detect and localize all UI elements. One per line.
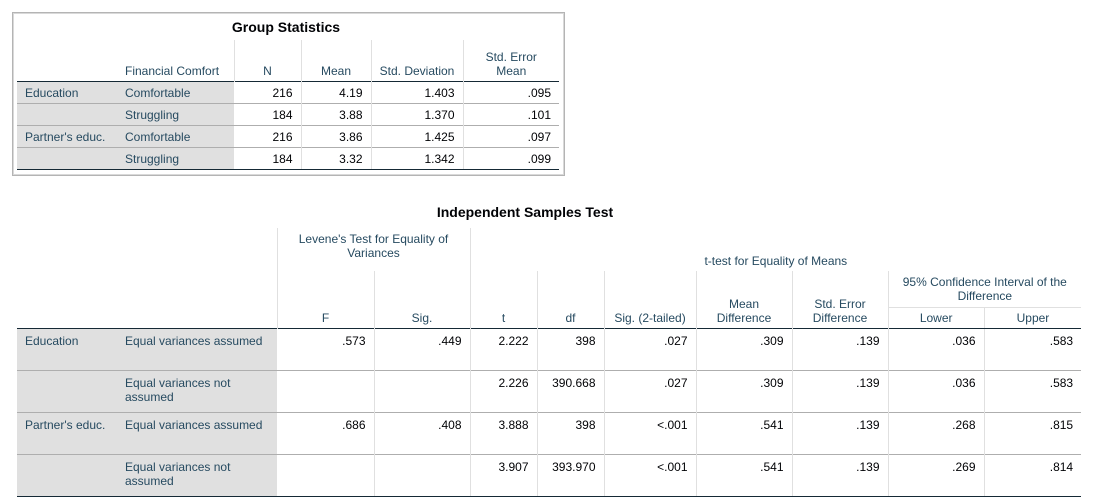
ist-assumption: Equal variances not assumed — [117, 455, 277, 497]
gs-std-err: .095 — [463, 82, 559, 104]
ist-header-ci-group — [888, 271, 1081, 329]
ist-df: 398 — [537, 329, 604, 371]
gs-header-std-dev: Std. Deviation — [371, 40, 463, 82]
gs-header-mean: Mean — [301, 40, 371, 82]
ist-f — [277, 371, 374, 413]
gs-group: Struggling — [117, 148, 234, 170]
ist-df: 398 — [537, 413, 604, 455]
group-statistics-table — [17, 40, 559, 170]
ist-variable — [17, 371, 117, 413]
ist-df: 390.668 — [537, 371, 604, 413]
gs-variable: Education — [17, 82, 117, 104]
ist-sig: .449 — [374, 329, 470, 371]
gs-group: Comfortable — [117, 82, 234, 104]
table-row — [17, 455, 1081, 497]
ist-upper: .815 — [984, 413, 1081, 455]
ist-header-upper: Upper — [984, 308, 1081, 328]
ist-header-sig2: Sig. (2-tailed) — [604, 271, 696, 329]
gs-header-grouping: Financial Comfort — [125, 64, 220, 78]
ist-header-levene: Levene's Test for Equality of Variances — [277, 228, 470, 271]
ist-upper: .814 — [984, 455, 1081, 497]
ist-sig2: .027 — [604, 371, 696, 413]
independent-samples-title: Independent Samples Test — [436, 204, 614, 220]
ist-header-f: F — [277, 271, 374, 329]
gs-mean: 3.32 — [301, 148, 371, 170]
table-row — [17, 413, 1081, 455]
ist-header-ttest: t-test for Equality of Means — [470, 228, 1081, 271]
ist-header-df: df — [537, 271, 604, 329]
ist-header-ci: 95% Confidence Interval of the Difference — [902, 275, 1067, 303]
ist-assumption: Equal variances assumed — [117, 413, 277, 455]
ist-mean-diff: .309 — [696, 371, 792, 413]
gs-mean: 3.88 — [301, 104, 371, 126]
gs-std-dev: 1.342 — [371, 148, 463, 170]
ist-f: .573 — [277, 329, 374, 371]
ist-se-diff: .139 — [792, 329, 888, 371]
ist-mean-diff: .541 — [696, 413, 792, 455]
gs-std-dev: 1.425 — [371, 126, 463, 148]
gs-mean: 4.19 — [301, 82, 371, 104]
ist-lower: .036 — [888, 371, 984, 413]
ist-f — [277, 455, 374, 497]
gs-std-err: .099 — [463, 148, 559, 170]
table-row — [17, 148, 559, 170]
ist-mean-diff: .541 — [696, 455, 792, 497]
gs-std-err: .101 — [463, 104, 559, 126]
table-row — [17, 371, 1081, 413]
ist-sig2: <.001 — [604, 413, 696, 455]
ist-lower: .268 — [888, 413, 984, 455]
independent-samples-table — [17, 228, 1081, 497]
gs-header-blank — [17, 40, 117, 82]
ist-header-mean-diff: Mean Difference — [696, 271, 792, 329]
ist-variable: Education — [17, 329, 117, 371]
ist-header-blank — [17, 228, 277, 271]
ist-upper: .583 — [984, 371, 1081, 413]
ist-mean-diff: .309 — [696, 329, 792, 371]
table-row — [17, 104, 559, 126]
ist-sig2: <.001 — [604, 455, 696, 497]
group-statistics-title: Group Statistics — [231, 19, 341, 35]
gs-variable — [17, 148, 117, 170]
ist-df: 393.970 — [537, 455, 604, 497]
gs-group: Comfortable — [117, 126, 234, 148]
ist-se-diff: .139 — [792, 455, 888, 497]
ist-sig2: .027 — [604, 329, 696, 371]
gs-n: 216 — [234, 126, 301, 148]
ist-header-se-diff: Std. Error Difference — [792, 271, 888, 329]
table-row — [17, 126, 559, 148]
ist-t: 2.226 — [470, 371, 537, 413]
ist-sig: .408 — [374, 413, 470, 455]
ist-variable — [17, 455, 117, 497]
gs-std-dev: 1.370 — [371, 104, 463, 126]
gs-variable — [17, 104, 117, 126]
ist-f: .686 — [277, 413, 374, 455]
gs-header-std-err: Std. Error Mean — [463, 40, 559, 82]
ist-t: 2.222 — [470, 329, 537, 371]
ist-t: 3.888 — [470, 413, 537, 455]
ist-se-diff: .139 — [792, 413, 888, 455]
gs-variable: Partner's educ. — [17, 126, 117, 148]
ist-header-t: t — [470, 271, 537, 329]
ist-header-lower: Lower — [919, 311, 953, 325]
gs-std-err: .097 — [463, 126, 559, 148]
ist-header-blank-2 — [17, 271, 277, 329]
gs-mean: 3.86 — [301, 126, 371, 148]
ist-se-diff: .139 — [792, 371, 888, 413]
ist-t: 3.907 — [470, 455, 537, 497]
ist-lower: .036 — [888, 329, 984, 371]
gs-std-dev: 1.403 — [371, 82, 463, 104]
ist-header-ci-bounds — [889, 307, 1082, 328]
gs-n: 184 — [234, 148, 301, 170]
table-row — [17, 329, 1081, 371]
ist-header-sig: Sig. — [374, 271, 470, 329]
table-row — [17, 82, 559, 104]
ist-upper: .583 — [984, 329, 1081, 371]
gs-n: 184 — [234, 104, 301, 126]
ist-assumption: Equal variances assumed — [117, 329, 277, 371]
gs-group: Struggling — [117, 104, 234, 126]
ist-variable: Partner's educ. — [17, 413, 117, 455]
gs-n: 216 — [234, 82, 301, 104]
ist-lower: .269 — [888, 455, 984, 497]
ist-assumption: Equal variances not assumed — [117, 371, 277, 413]
ist-sig — [374, 371, 470, 413]
ist-sig — [374, 455, 470, 497]
gs-header-n: N — [234, 40, 301, 82]
